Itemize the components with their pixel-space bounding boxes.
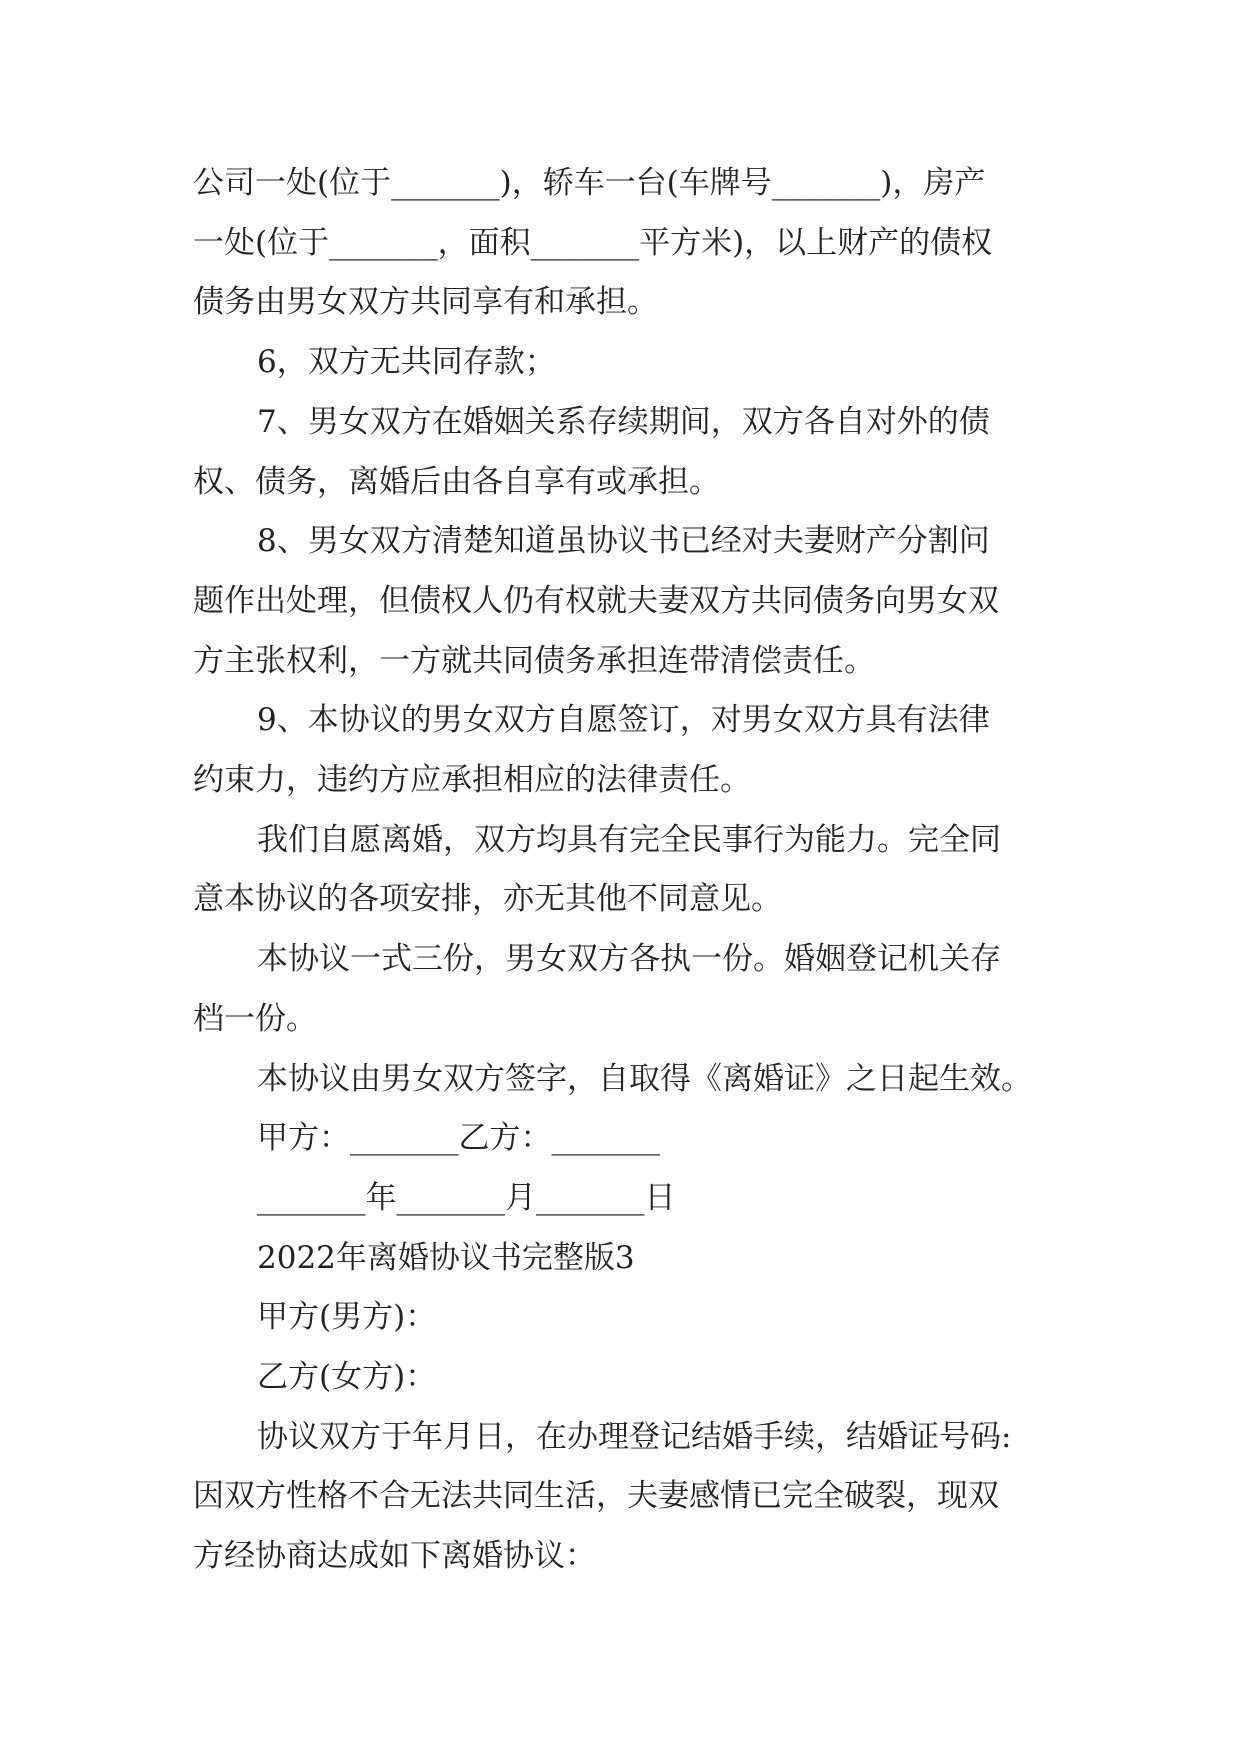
- text-line: 6，双方无共同存款；: [257, 344, 556, 381]
- text-line: 题作出处理，但债权人仍有权就夫妻双方共同债务向男女双: [193, 582, 999, 619]
- text-line: 乙方(女方)：: [257, 1359, 437, 1396]
- paragraph-voluntary-divorce: [193, 811, 1053, 930]
- paragraph-item-6: [193, 333, 1053, 393]
- text-line: 约束力，违约方应承担相应的法律责任。: [193, 762, 751, 799]
- text-line: 公司一处(位于_______)，轿车一台(车牌号_______)，房产: [193, 165, 986, 201]
- paragraph-effective-date: [193, 1050, 1053, 1110]
- text-line: 意本协议的各项安排，亦无其他不同意见。: [193, 881, 782, 918]
- text-line: 8、男女双方清楚知道虽协议书已经对夫妻财产分割问: [257, 523, 990, 560]
- section-title: [193, 1229, 1053, 1289]
- party-a-line: [193, 1288, 1053, 1348]
- text-line: 2022年离婚协议书完整版3: [257, 1239, 635, 1276]
- text-line: 因双方性格不合无法共同生活，夫妻感情已完全破裂，现双: [193, 1478, 999, 1515]
- text-line: 甲方(男方)：: [257, 1299, 437, 1336]
- text-line: 债务由男女双方共同享有和承担。: [193, 284, 658, 321]
- party-b-line: [193, 1348, 1053, 1408]
- text-line: 9、本协议的男女双方自愿签订，对男女双方具有法律: [257, 702, 990, 739]
- signature-line: [193, 1109, 1053, 1169]
- text-line: 本协议由男女双方签字，自取得《离婚证》之日起生效。: [257, 1060, 1032, 1097]
- text-line: 一处(位于_______，面积_______平方米)，以上财产的债权: [193, 224, 993, 261]
- paragraph-item-7: [193, 393, 1053, 512]
- text-line: 协议双方于年月日，在办理登记结婚手续，结婚证号码:: [257, 1418, 1012, 1455]
- paragraph-item-9: [193, 691, 1053, 810]
- text-line: 方主张权利，一方就共同债务承担连带清偿责任。: [193, 642, 875, 679]
- paragraph-property-division: [193, 154, 1053, 333]
- document-body: [193, 154, 1053, 1587]
- text-line: _______年_______月_______日: [257, 1179, 676, 1216]
- text-line: 方经协商达成如下离婚协议：: [193, 1538, 596, 1575]
- text-line: 甲方：_______乙方：_______: [257, 1120, 660, 1157]
- text-line: 权、债务，离婚后由各自享有或承担。: [193, 463, 720, 500]
- date-line: [193, 1169, 1053, 1229]
- text-line: 档一份。: [193, 1000, 317, 1037]
- paragraph-item-8: [193, 512, 1053, 691]
- text-line: 我们自愿离婚，双方均具有完全民事行为能力。完全同: [257, 821, 1001, 858]
- text-line: 本协议一式三份，男女双方各执一份。婚姻登记机关存: [257, 941, 1001, 978]
- paragraph-intro: [193, 1408, 1053, 1587]
- paragraph-copies: [193, 930, 1053, 1049]
- text-line: 7、男女双方在婚姻关系存续期间，双方各自对外的债: [257, 403, 990, 440]
